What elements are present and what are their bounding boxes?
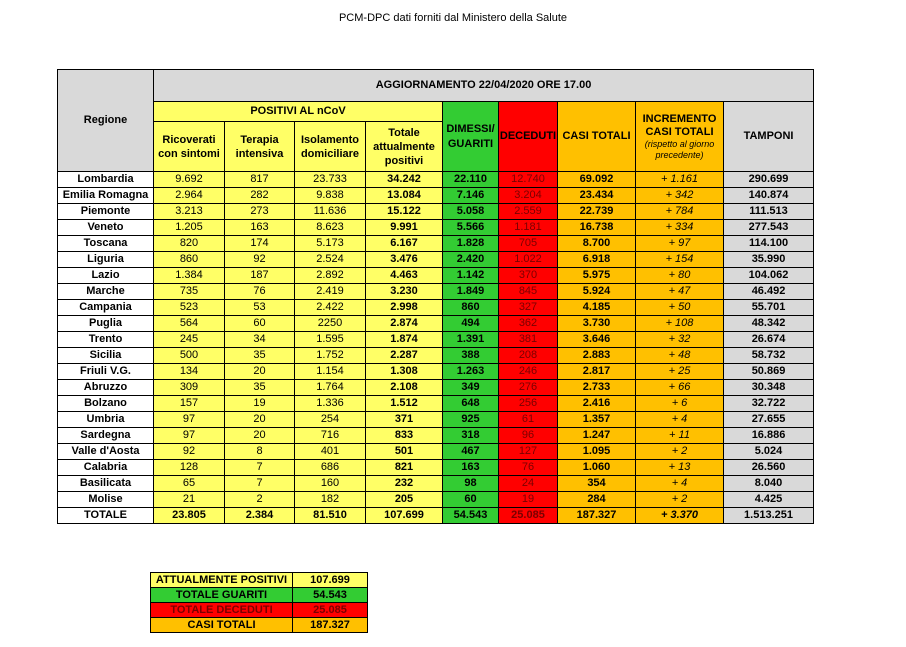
region-name: Lombardia [58, 172, 154, 188]
isolamento-cell: 9.838 [295, 188, 366, 204]
summary-table [150, 572, 368, 633]
incremento-cell: + 11 [636, 428, 724, 444]
ricoverati-cell: 1.205 [154, 220, 225, 236]
totale-positivi-cell: 3.230 [366, 284, 443, 300]
terapia-cell: 8 [225, 444, 295, 460]
casi-totali-cell: 4.185 [558, 300, 636, 316]
tamponi-cell: 30.348 [724, 380, 814, 396]
col-header-dimessi: DIMESSI/ GUARITI [443, 102, 499, 172]
deceduti-cell: 705 [499, 236, 558, 252]
guariti-cell: 1.828 [443, 236, 499, 252]
guariti-cell: 494 [443, 316, 499, 332]
terapia-cell: 817 [225, 172, 295, 188]
isolamento-cell: 182 [295, 492, 366, 508]
table-row [58, 268, 814, 284]
isolamento-cell: 1.336 [295, 396, 366, 412]
tamponi-cell: 27.655 [724, 412, 814, 428]
isolamento-cell: 2250 [295, 316, 366, 332]
regional-data-table [57, 69, 814, 524]
table-body [58, 172, 814, 524]
totale-positivi-cell: 6.167 [366, 236, 443, 252]
deceduti-cell: 19 [499, 492, 558, 508]
casi-totali-cell: 23.434 [558, 188, 636, 204]
summary-value: 54.543 [293, 588, 368, 603]
positivi-group-header: POSITIVI AL nCoV [154, 102, 443, 122]
casi-totali-cell: 1.247 [558, 428, 636, 444]
casi-totali-cell: 354 [558, 476, 636, 492]
guariti-cell: 467 [443, 444, 499, 460]
isolamento-cell: 1.595 [295, 332, 366, 348]
casi-totali-cell: 284 [558, 492, 636, 508]
totale-positivi-cell: 1.512 [366, 396, 443, 412]
isolamento-cell: 2.524 [295, 252, 366, 268]
terapia-cell: 19 [225, 396, 295, 412]
table-row [58, 220, 814, 236]
casi-totali-cell: 2.817 [558, 364, 636, 380]
tamponi-cell: 46.492 [724, 284, 814, 300]
source-caption: PCM-DPC dati forniti dal Ministero della Salute [338, 12, 568, 24]
tamponi-cell: 48.342 [724, 316, 814, 332]
ricoverati-cell: 21 [154, 492, 225, 508]
incremento-cell: + 66 [636, 380, 724, 396]
deceduti-cell: 12.740 [499, 172, 558, 188]
casi-totali-cell: 3.730 [558, 316, 636, 332]
guariti-cell: 22.110 [443, 172, 499, 188]
region-name: Valle d'Aosta [58, 444, 154, 460]
isolamento-cell: 254 [295, 412, 366, 428]
casi-totali-cell: 5.975 [558, 268, 636, 284]
guariti-cell: 860 [443, 300, 499, 316]
deceduti-cell: 256 [499, 396, 558, 412]
isolamento-cell: 1.764 [295, 380, 366, 396]
guariti-cell: 5.058 [443, 204, 499, 220]
incremento-cell: + 2 [636, 492, 724, 508]
summary-label: TOTALE DECEDUTI [151, 603, 293, 618]
summary-value: 25.085 [293, 603, 368, 618]
incremento-cell: + 334 [636, 220, 724, 236]
summary-label: TOTALE GUARITI [151, 588, 293, 603]
table-row [58, 364, 814, 380]
isolamento-cell: 11.636 [295, 204, 366, 220]
incremento-cell: + 154 [636, 252, 724, 268]
incremento-cell: + 4 [636, 476, 724, 492]
terapia-cell: 92 [225, 252, 295, 268]
table-row [58, 380, 814, 396]
terapia-cell: 20 [225, 412, 295, 428]
deceduti-cell: 2.559 [499, 204, 558, 220]
casi-totali-cell: 5.924 [558, 284, 636, 300]
terapia-cell: 187 [225, 268, 295, 284]
casi-totali-cell: 2.883 [558, 348, 636, 364]
deceduti-cell: 3.204 [499, 188, 558, 204]
guariti-cell: 54.543 [443, 508, 499, 524]
update-title: AGGIORNAMENTO 22/04/2020 ORE 17.00 [154, 70, 814, 102]
ricoverati-cell: 97 [154, 428, 225, 444]
deceduti-cell: 25.085 [499, 508, 558, 524]
deceduti-cell: 76 [499, 460, 558, 476]
summary-row-guariti [151, 588, 368, 603]
ricoverati-cell: 9.692 [154, 172, 225, 188]
col-header-isolamento: Isolamento domiciliare [295, 122, 366, 172]
deceduti-cell: 208 [499, 348, 558, 364]
table-row [58, 204, 814, 220]
table-row [58, 316, 814, 332]
table-row [58, 172, 814, 188]
terapia-cell: 20 [225, 364, 295, 380]
table-row [58, 284, 814, 300]
deceduti-cell: 96 [499, 428, 558, 444]
table-row [58, 476, 814, 492]
isolamento-cell: 8.623 [295, 220, 366, 236]
table-row [58, 348, 814, 364]
summary-value: 107.699 [293, 573, 368, 588]
region-name: Piemonte [58, 204, 154, 220]
isolamento-cell: 686 [295, 460, 366, 476]
col-header-terapia: Terapia intensiva [225, 122, 295, 172]
totale-positivi-cell: 205 [366, 492, 443, 508]
deceduti-cell: 381 [499, 332, 558, 348]
terapia-cell: 7 [225, 476, 295, 492]
isolamento-cell: 23.733 [295, 172, 366, 188]
guariti-cell: 1.142 [443, 268, 499, 284]
region-name: Liguria [58, 252, 154, 268]
table-row [58, 492, 814, 508]
incremento-cell: + 784 [636, 204, 724, 220]
terapia-cell: 53 [225, 300, 295, 316]
totale-positivi-cell: 15.122 [366, 204, 443, 220]
incremento-label: INCREMENTO CASI TOTALI [642, 112, 717, 138]
tamponi-cell: 140.874 [724, 188, 814, 204]
casi-totali-cell: 2.416 [558, 396, 636, 412]
table-row [58, 412, 814, 428]
deceduti-cell: 246 [499, 364, 558, 380]
ricoverati-cell: 134 [154, 364, 225, 380]
table-row [58, 252, 814, 268]
terapia-cell: 282 [225, 188, 295, 204]
deceduti-cell: 276 [499, 380, 558, 396]
table-row [58, 396, 814, 412]
incremento-cell: + 4 [636, 412, 724, 428]
totale-positivi-cell: 2.998 [366, 300, 443, 316]
ricoverati-cell: 128 [154, 460, 225, 476]
terapia-cell: 20 [225, 428, 295, 444]
totale-positivi-cell: 2.287 [366, 348, 443, 364]
region-name: Abruzzo [58, 380, 154, 396]
table-row [58, 236, 814, 252]
col-header-totale-positivi: Totale attualmente positivi [366, 122, 443, 172]
tamponi-cell: 26.674 [724, 332, 814, 348]
isolamento-cell: 2.419 [295, 284, 366, 300]
incremento-cell: + 32 [636, 332, 724, 348]
terapia-cell: 163 [225, 220, 295, 236]
table-row [58, 332, 814, 348]
summary-label: CASI TOTALI [151, 618, 293, 633]
deceduti-cell: 61 [499, 412, 558, 428]
ricoverati-cell: 92 [154, 444, 225, 460]
incremento-cell: + 48 [636, 348, 724, 364]
totale-positivi-cell: 2.108 [366, 380, 443, 396]
deceduti-cell: 127 [499, 444, 558, 460]
table-row [58, 428, 814, 444]
totale-positivi-cell: 1.308 [366, 364, 443, 380]
totale-positivi-cell: 232 [366, 476, 443, 492]
totale-positivi-cell: 2.874 [366, 316, 443, 332]
tamponi-cell: 111.513 [724, 204, 814, 220]
tamponi-cell: 277.543 [724, 220, 814, 236]
casi-totali-cell: 22.739 [558, 204, 636, 220]
tamponi-cell: 32.722 [724, 396, 814, 412]
casi-totali-cell: 1.095 [558, 444, 636, 460]
ricoverati-cell: 500 [154, 348, 225, 364]
casi-totali-cell: 16.738 [558, 220, 636, 236]
isolamento-cell: 81.510 [295, 508, 366, 524]
tamponi-cell: 114.100 [724, 236, 814, 252]
region-name: Toscana [58, 236, 154, 252]
incremento-cell: + 47 [636, 284, 724, 300]
incremento-cell: + 50 [636, 300, 724, 316]
tamponi-cell: 5.024 [724, 444, 814, 460]
casi-totali-cell: 187.327 [558, 508, 636, 524]
guariti-cell: 318 [443, 428, 499, 444]
deceduti-cell: 362 [499, 316, 558, 332]
tamponi-cell: 35.990 [724, 252, 814, 268]
region-name: Basilicata [58, 476, 154, 492]
totale-positivi-cell: 107.699 [366, 508, 443, 524]
region-name: Umbria [58, 412, 154, 428]
table-row [58, 188, 814, 204]
tamponi-cell: 8.040 [724, 476, 814, 492]
incremento-cell: + 2 [636, 444, 724, 460]
summary-row-positivi [151, 573, 368, 588]
region-name: Marche [58, 284, 154, 300]
guariti-cell: 925 [443, 412, 499, 428]
casi-totali-cell: 1.357 [558, 412, 636, 428]
incremento-cell: + 6 [636, 396, 724, 412]
incremento-cell: + 25 [636, 364, 724, 380]
region-name: Trento [58, 332, 154, 348]
casi-totali-cell: 1.060 [558, 460, 636, 476]
casi-totali-cell: 69.092 [558, 172, 636, 188]
tamponi-cell: 4.425 [724, 492, 814, 508]
guariti-cell: 349 [443, 380, 499, 396]
region-name: Bolzano [58, 396, 154, 412]
region-name: Puglia [58, 316, 154, 332]
tamponi-cell: 55.701 [724, 300, 814, 316]
isolamento-cell: 2.422 [295, 300, 366, 316]
col-header-deceduti: DECEDUTI [499, 102, 558, 172]
isolamento-cell: 1.752 [295, 348, 366, 364]
summary-row-casi [151, 618, 368, 633]
col-header-incremento [636, 102, 724, 172]
tamponi-cell: 290.699 [724, 172, 814, 188]
isolamento-cell: 160 [295, 476, 366, 492]
region-name: Friuli V.G. [58, 364, 154, 380]
ricoverati-cell: 1.384 [154, 268, 225, 284]
totale-positivi-cell: 821 [366, 460, 443, 476]
guariti-cell: 98 [443, 476, 499, 492]
ricoverati-cell: 23.805 [154, 508, 225, 524]
totale-positivi-cell: 501 [366, 444, 443, 460]
col-header-tamponi: TAMPONI [724, 102, 814, 172]
region-name: TOTALE [58, 508, 154, 524]
terapia-cell: 7 [225, 460, 295, 476]
deceduti-cell: 1.181 [499, 220, 558, 236]
terapia-cell: 35 [225, 348, 295, 364]
table-row [58, 300, 814, 316]
ricoverati-cell: 523 [154, 300, 225, 316]
ricoverati-cell: 735 [154, 284, 225, 300]
ricoverati-cell: 157 [154, 396, 225, 412]
totale-positivi-cell: 34.242 [366, 172, 443, 188]
ricoverati-cell: 309 [154, 380, 225, 396]
col-header-ricoverati: Ricoverati con sintomi [154, 122, 225, 172]
terapia-cell: 34 [225, 332, 295, 348]
total-row [58, 508, 814, 524]
tamponi-cell: 58.732 [724, 348, 814, 364]
summary-row-deceduti [151, 603, 368, 618]
guariti-cell: 388 [443, 348, 499, 364]
terapia-cell: 60 [225, 316, 295, 332]
guariti-cell: 7.146 [443, 188, 499, 204]
totale-positivi-cell: 1.874 [366, 332, 443, 348]
deceduti-cell: 845 [499, 284, 558, 300]
terapia-cell: 35 [225, 380, 295, 396]
table-row [58, 460, 814, 476]
tamponi-cell: 26.560 [724, 460, 814, 476]
incremento-cell: + 1.161 [636, 172, 724, 188]
incremento-cell: + 80 [636, 268, 724, 284]
tamponi-cell: 50.869 [724, 364, 814, 380]
isolamento-cell: 2.892 [295, 268, 366, 284]
isolamento-cell: 716 [295, 428, 366, 444]
region-name: Lazio [58, 268, 154, 284]
terapia-cell: 174 [225, 236, 295, 252]
casi-totali-cell: 8.700 [558, 236, 636, 252]
totale-positivi-cell: 13.084 [366, 188, 443, 204]
guariti-cell: 163 [443, 460, 499, 476]
deceduti-cell: 1.022 [499, 252, 558, 268]
col-header-casi-totali: CASI TOTALI [558, 102, 636, 172]
summary-value: 187.327 [293, 618, 368, 633]
tamponi-cell: 1.513.251 [724, 508, 814, 524]
incremento-cell: + 108 [636, 316, 724, 332]
region-name: Sardegna [58, 428, 154, 444]
casi-totali-cell: 2.733 [558, 380, 636, 396]
guariti-cell: 1.391 [443, 332, 499, 348]
ricoverati-cell: 65 [154, 476, 225, 492]
deceduti-cell: 327 [499, 300, 558, 316]
ricoverati-cell: 2.964 [154, 188, 225, 204]
deceduti-cell: 24 [499, 476, 558, 492]
ricoverati-cell: 245 [154, 332, 225, 348]
region-name: Sicilia [58, 348, 154, 364]
incremento-cell: + 97 [636, 236, 724, 252]
guariti-cell: 1.849 [443, 284, 499, 300]
totale-positivi-cell: 3.476 [366, 252, 443, 268]
incremento-cell: + 342 [636, 188, 724, 204]
guariti-cell: 1.263 [443, 364, 499, 380]
incremento-cell: + 13 [636, 460, 724, 476]
region-name: Veneto [58, 220, 154, 236]
ricoverati-cell: 97 [154, 412, 225, 428]
table-row [58, 444, 814, 460]
terapia-cell: 2.384 [225, 508, 295, 524]
guariti-cell: 5.566 [443, 220, 499, 236]
guariti-cell: 648 [443, 396, 499, 412]
col-header-regione: Regione [58, 70, 154, 172]
ricoverati-cell: 3.213 [154, 204, 225, 220]
incremento-cell: + 3.370 [636, 508, 724, 524]
terapia-cell: 76 [225, 284, 295, 300]
casi-totali-cell: 3.646 [558, 332, 636, 348]
totale-positivi-cell: 9.991 [366, 220, 443, 236]
ricoverati-cell: 564 [154, 316, 225, 332]
summary-label: ATTUALMENTE POSITIVI [151, 573, 293, 588]
region-name: Molise [58, 492, 154, 508]
ricoverati-cell: 820 [154, 236, 225, 252]
incremento-note: (rispetto al giorno precedente) [644, 138, 715, 160]
terapia-cell: 273 [225, 204, 295, 220]
totale-positivi-cell: 833 [366, 428, 443, 444]
deceduti-cell: 370 [499, 268, 558, 284]
tamponi-cell: 104.062 [724, 268, 814, 284]
region-name: Emilia Romagna [58, 188, 154, 204]
region-name: Calabria [58, 460, 154, 476]
region-name: Campania [58, 300, 154, 316]
totale-positivi-cell: 371 [366, 412, 443, 428]
tamponi-cell: 16.886 [724, 428, 814, 444]
isolamento-cell: 5.173 [295, 236, 366, 252]
ricoverati-cell: 860 [154, 252, 225, 268]
casi-totali-cell: 6.918 [558, 252, 636, 268]
totale-positivi-cell: 4.463 [366, 268, 443, 284]
guariti-cell: 60 [443, 492, 499, 508]
isolamento-cell: 401 [295, 444, 366, 460]
isolamento-cell: 1.154 [295, 364, 366, 380]
guariti-cell: 2.420 [443, 252, 499, 268]
terapia-cell: 2 [225, 492, 295, 508]
